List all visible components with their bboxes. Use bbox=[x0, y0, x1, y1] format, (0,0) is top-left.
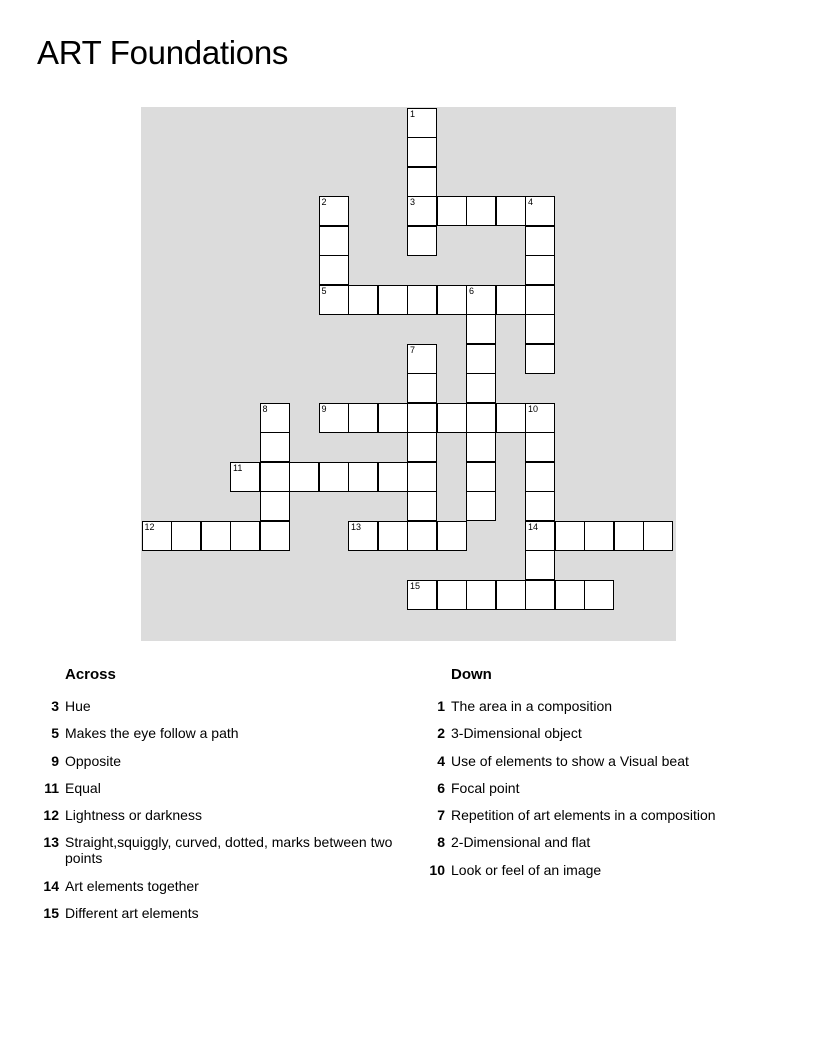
crossword-cell[interactable] bbox=[466, 432, 496, 462]
crossword-cell[interactable] bbox=[407, 108, 437, 138]
clue-item bbox=[43, 905, 395, 922]
clue-number: 13 bbox=[43, 834, 59, 851]
crossword-cell[interactable] bbox=[437, 196, 467, 226]
crossword-cell[interactable] bbox=[260, 521, 290, 551]
clue-text: Equal bbox=[65, 779, 101, 796]
crossword-cell[interactable] bbox=[230, 462, 260, 492]
crossword-cell[interactable] bbox=[378, 285, 408, 315]
clue-item bbox=[437, 698, 781, 714]
crossword-cell[interactable] bbox=[525, 550, 555, 580]
crossword-cell[interactable] bbox=[407, 196, 437, 226]
crossword-cell[interactable] bbox=[466, 462, 496, 492]
crossword-cell[interactable] bbox=[525, 580, 555, 610]
crossword-cell[interactable] bbox=[407, 432, 437, 462]
crossword-cell[interactable] bbox=[437, 403, 467, 433]
crossword-cell[interactable] bbox=[407, 373, 437, 403]
cell-number: 11 bbox=[233, 462, 243, 473]
crossword-cell[interactable] bbox=[289, 462, 319, 492]
clue-item bbox=[43, 877, 395, 894]
crossword-cell[interactable] bbox=[525, 226, 555, 256]
crossword-cell[interactable] bbox=[378, 403, 408, 433]
crossword-cell[interactable] bbox=[407, 462, 437, 492]
clue-item bbox=[43, 834, 395, 867]
across-heading: Across bbox=[65, 666, 116, 683]
crossword-cell[interactable] bbox=[643, 521, 673, 551]
crossword-cell[interactable] bbox=[525, 462, 555, 492]
crossword-cell[interactable] bbox=[348, 403, 378, 433]
clue-text: Use of elements to show a Visual beat bbox=[451, 752, 689, 769]
clue-number: 11 bbox=[44, 779, 59, 796]
cell-number: 5 bbox=[321, 285, 327, 296]
clue-text: Hue bbox=[65, 698, 91, 714]
crossword-cell[interactable] bbox=[525, 521, 555, 551]
clue-text: 3-Dimensional object bbox=[451, 725, 582, 742]
clue-text: Makes the eye follow a path bbox=[65, 725, 239, 742]
crossword-cell[interactable] bbox=[319, 196, 349, 226]
crossword-cell[interactable] bbox=[525, 255, 555, 285]
cell-number: 2 bbox=[321, 197, 327, 207]
clue-item bbox=[429, 861, 781, 878]
clue-text: Art elements together bbox=[65, 877, 199, 894]
clue-number: 6 bbox=[437, 779, 445, 796]
crossword-cell[interactable] bbox=[260, 462, 290, 492]
clue-number: 1 bbox=[437, 698, 445, 714]
clue-number: 8 bbox=[437, 834, 445, 851]
crossword-cell[interactable] bbox=[348, 285, 378, 315]
clue-item bbox=[437, 752, 781, 769]
cell-number: 9 bbox=[321, 403, 327, 414]
crossword-cell[interactable] bbox=[437, 521, 467, 551]
clue-text: Straight,squiggly, curved, dotted, marks between two points bbox=[65, 834, 393, 867]
crossword-cell[interactable] bbox=[378, 462, 408, 492]
crossword-cell[interactable] bbox=[319, 462, 349, 492]
crossword-cell[interactable] bbox=[407, 285, 437, 315]
cell-number: 13 bbox=[351, 521, 362, 532]
crossword-cell[interactable] bbox=[407, 521, 437, 551]
cell-number: 3 bbox=[410, 197, 416, 207]
clue-number: 9 bbox=[51, 752, 59, 769]
clue-item bbox=[437, 834, 781, 851]
clue-item bbox=[437, 779, 781, 796]
crossword-cell[interactable] bbox=[437, 285, 467, 315]
clue-number: 14 bbox=[43, 877, 59, 894]
crossword-cell[interactable] bbox=[525, 491, 555, 521]
clue-text: Opposite bbox=[65, 752, 122, 769]
crossword-cell[interactable] bbox=[142, 521, 172, 551]
clue-item bbox=[51, 752, 395, 769]
clue-text: 2-Dimensional and flat bbox=[451, 834, 591, 851]
clue-text: Lightness or darkness bbox=[65, 807, 202, 824]
clue-text: Focal point bbox=[451, 779, 520, 796]
clue-text: Different art elements bbox=[65, 905, 199, 922]
cell-number: 15 bbox=[410, 580, 421, 591]
crossword-cell[interactable] bbox=[466, 373, 496, 403]
crossword-cell[interactable] bbox=[260, 491, 290, 521]
clue-text: Repetition of art elements in a composition bbox=[451, 807, 716, 824]
crossword-cell[interactable] bbox=[614, 521, 644, 551]
crossword-grid bbox=[141, 107, 676, 641]
crossword-cell[interactable] bbox=[466, 491, 496, 521]
clue-number: 10 bbox=[429, 861, 445, 878]
crossword-cell[interactable] bbox=[584, 521, 614, 551]
crossword-cell[interactable] bbox=[555, 580, 585, 610]
cell-number: 6 bbox=[469, 285, 475, 296]
crossword-cell[interactable] bbox=[319, 403, 349, 433]
crossword-cell[interactable] bbox=[319, 285, 349, 315]
clue-item bbox=[43, 807, 395, 824]
clue-item bbox=[51, 725, 395, 742]
crossword-cell[interactable] bbox=[466, 285, 496, 315]
crossword-cell[interactable] bbox=[407, 580, 437, 610]
down-clue-list bbox=[429, 698, 781, 889]
crossword-cell[interactable] bbox=[260, 432, 290, 462]
clue-item bbox=[44, 779, 395, 796]
crossword-cell[interactable] bbox=[466, 344, 496, 374]
crossword-cell[interactable] bbox=[319, 226, 349, 256]
cell-number: 10 bbox=[528, 403, 539, 414]
cell-number: 4 bbox=[528, 197, 534, 207]
crossword-cell[interactable] bbox=[260, 403, 290, 433]
cell-number: 8 bbox=[262, 403, 268, 414]
crossword-cell[interactable] bbox=[525, 403, 555, 433]
crossword-cell[interactable] bbox=[407, 491, 437, 521]
crossword-cell[interactable] bbox=[319, 255, 349, 285]
clue-item bbox=[51, 698, 395, 714]
crossword-cell[interactable] bbox=[496, 403, 526, 433]
crossword-cell[interactable] bbox=[348, 521, 378, 551]
cell-number: 7 bbox=[410, 344, 416, 355]
crossword-cell[interactable] bbox=[466, 314, 496, 344]
crossword-cell[interactable] bbox=[171, 521, 201, 551]
crossword-cell[interactable] bbox=[407, 167, 437, 197]
clue-number: 4 bbox=[437, 752, 445, 769]
clue-text: The area in a composition bbox=[451, 698, 613, 714]
crossword-cell[interactable] bbox=[525, 344, 555, 374]
crossword-cell[interactable] bbox=[466, 580, 496, 610]
crossword-cell[interactable] bbox=[407, 226, 437, 256]
clue-item bbox=[437, 725, 781, 742]
crossword-cell[interactable] bbox=[407, 403, 437, 433]
cell-number: 12 bbox=[144, 521, 155, 532]
crossword-cell[interactable] bbox=[230, 521, 260, 551]
crossword-cell[interactable] bbox=[437, 580, 467, 610]
crossword-cell[interactable] bbox=[525, 314, 555, 344]
page-title: ART Foundations bbox=[37, 34, 289, 71]
clue-text: Look or feel of an image bbox=[451, 861, 602, 878]
crossword-cell[interactable] bbox=[496, 285, 526, 315]
clue-number: 15 bbox=[43, 905, 59, 922]
crossword-cell[interactable] bbox=[525, 196, 555, 226]
clue-number: 7 bbox=[437, 807, 445, 824]
crossword-cell[interactable] bbox=[496, 580, 526, 610]
crossword-cell[interactable] bbox=[378, 521, 408, 551]
clue-number: 5 bbox=[51, 725, 59, 742]
cell-number: 1 bbox=[410, 108, 416, 119]
clue-number: 12 bbox=[43, 807, 59, 824]
crossword-cell[interactable] bbox=[348, 462, 378, 492]
crossword-cell[interactable] bbox=[466, 196, 496, 226]
down-heading: Down bbox=[451, 666, 492, 683]
crossword-cell[interactable] bbox=[525, 285, 555, 315]
clue-number: 3 bbox=[51, 698, 59, 714]
crossword-cell[interactable] bbox=[201, 521, 231, 551]
crossword-cell[interactable] bbox=[496, 196, 526, 226]
across-clue-list bbox=[43, 698, 395, 932]
crossword-cell[interactable] bbox=[407, 137, 437, 167]
crossword-cell[interactable] bbox=[555, 521, 585, 551]
clue-item bbox=[437, 807, 781, 824]
clue-number: 2 bbox=[437, 725, 445, 742]
crossword-cell[interactable] bbox=[407, 344, 437, 374]
crossword-cell[interactable] bbox=[466, 403, 496, 433]
crossword-cell[interactable] bbox=[525, 432, 555, 462]
cell-number: 14 bbox=[528, 521, 539, 532]
crossword-cell[interactable] bbox=[584, 580, 614, 610]
